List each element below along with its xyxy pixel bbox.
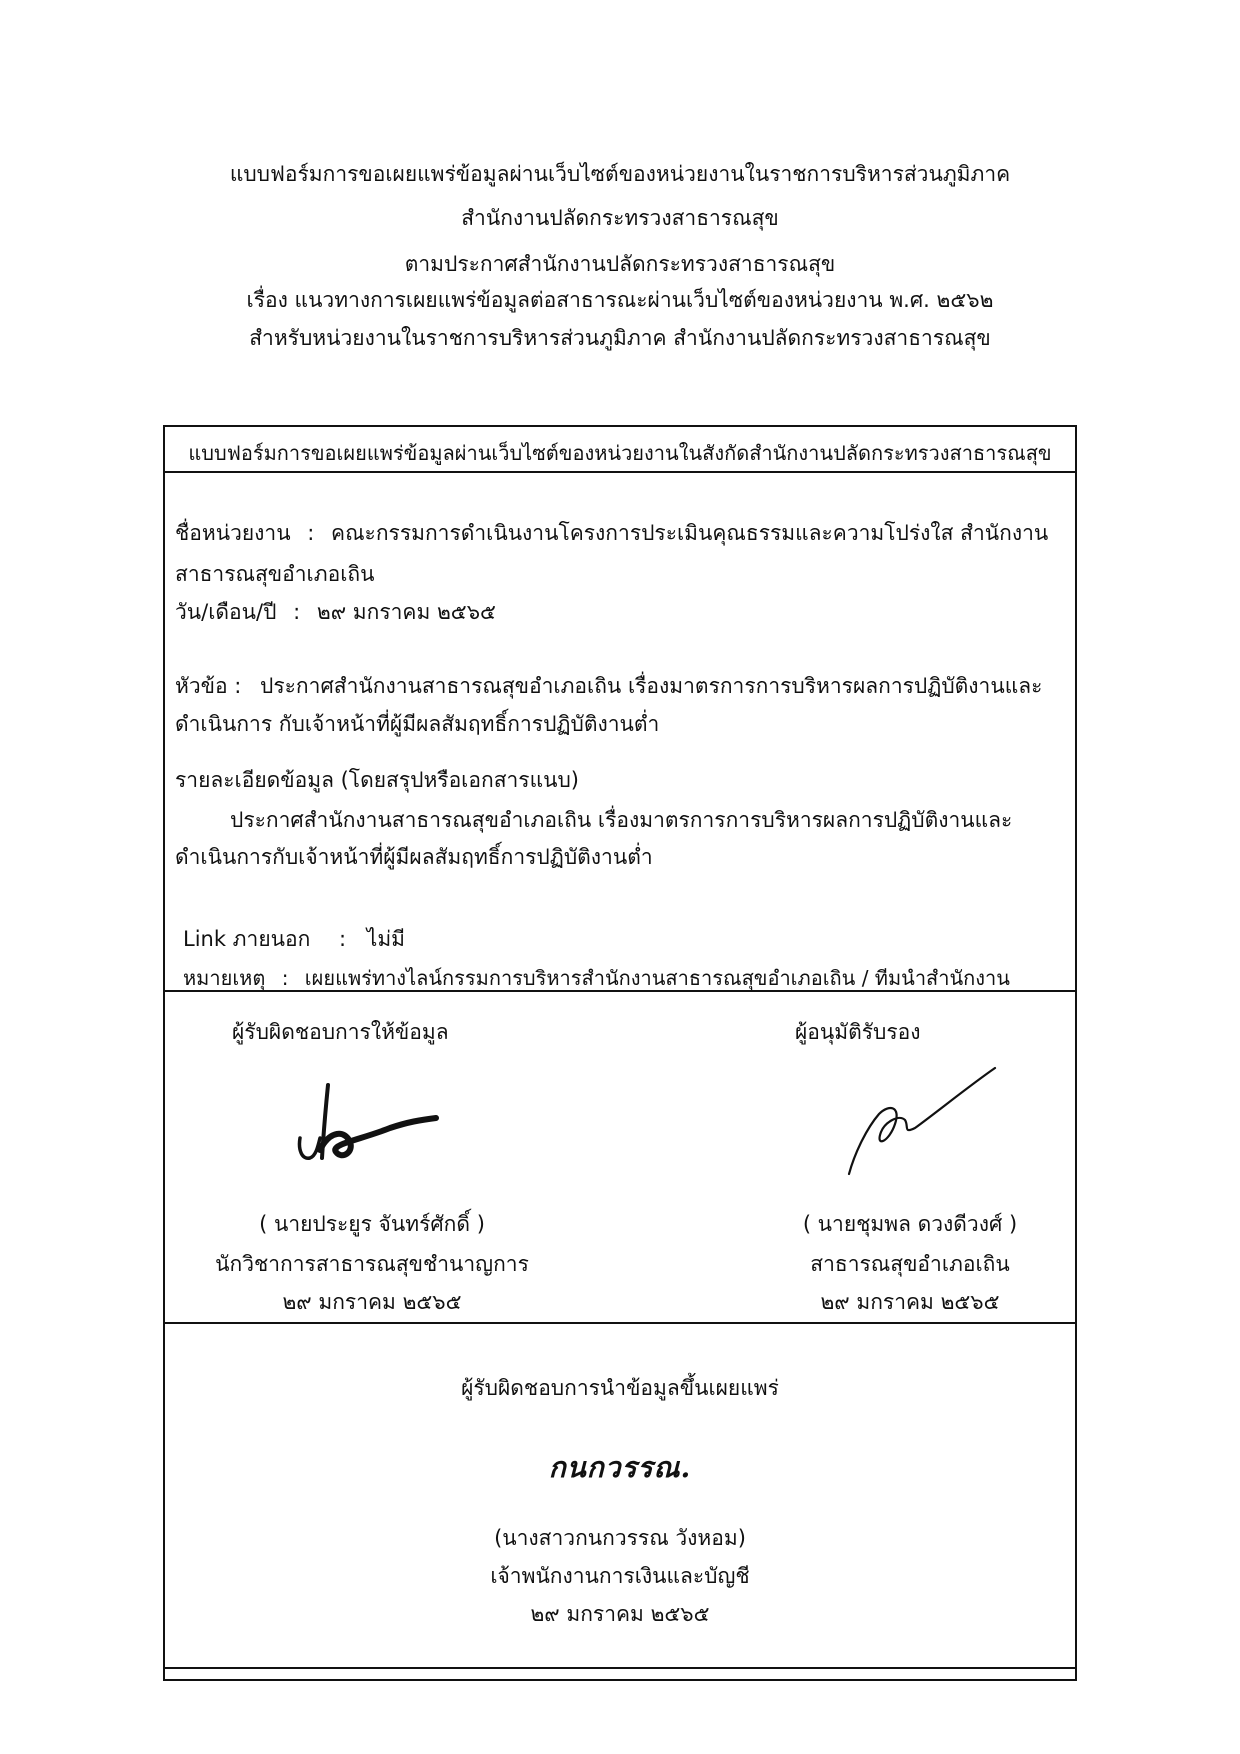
header-line-5: สำหรับหน่วยงานในราชการบริหารส่วนภูมิภาค สำนักงานปลัดกระทรวงสาธารณสุข [249, 326, 991, 350]
left-signer-date: ๒๙ มกราคม ๒๕๖๕ [282, 1290, 462, 1314]
topic-value-cont: ดำเนินการ กับเจ้าหน้าที่ผู้มีผลสัมฤทธิ์การปฏิบัติงานต่ำ [175, 712, 660, 736]
right-signer-role: ผู้อนุมัติรับรอง [795, 1020, 921, 1044]
detail-label: รายละเอียดข้อมูล (โดยสรุปหรือเอกสารแนบ) [175, 768, 579, 792]
date-colon: : [293, 600, 301, 624]
header-line-2: สำนักงานปลัดกระทรวงสาธารณสุข [461, 206, 779, 230]
left-signer-name: ( นายประยูร จันทร์ศักดิ์ ) [259, 1212, 485, 1236]
note-colon: : [281, 966, 289, 990]
right-signer-date: ๒๙ มกราคม ๒๕๖๕ [820, 1290, 1000, 1314]
unit-value: คณะกรรมการดำเนินงานโครงการประเมินคุณธรรมและความโปร่งใส สำนักงาน [331, 521, 1049, 545]
topic-value: ประกาศสำนักงานสาธารณสุขอำเภอเถิน เรื่องมาตรการการบริหารผลการปฏิบัติงานและ [260, 674, 1043, 698]
link-colon: : [339, 927, 347, 951]
date-label: วัน/เดือน/ปี [175, 600, 277, 624]
right-signature-image [845, 1062, 1005, 1182]
publisher-position: เจ้าพนักงานการเงินและบัญชี [490, 1564, 750, 1588]
publisher-name: (นางสาวกนกวรรณ วังหอม) [494, 1526, 746, 1550]
form-title: แบบฟอร์มการขอเผยแพร่ข้อมูลผ่านเว็บไซต์ของหน่วยงานในสังกัดสำนักงานปลัดกระทรวงสาธารณสุข [188, 441, 1052, 465]
unit-colon: : [307, 521, 315, 545]
right-signer-name: ( นายชุมพล ดวงดีวงศ์ ) [802, 1212, 1018, 1236]
link-value: ไม่มี [366, 927, 406, 951]
topic-label: หัวข้อ : [175, 674, 242, 698]
note-row [183, 962, 1010, 994]
date-value: ๒๙ มกราคม ๒๕๖๕ [316, 600, 496, 624]
unit-label: ชื่อหน่วยงาน [175, 521, 291, 545]
note-label: หมายเหตุ [183, 966, 266, 990]
form-bottom-line [163, 1667, 1077, 1669]
signature-section-divider [163, 1322, 1077, 1324]
unit-row [175, 517, 1048, 550]
date-row [175, 596, 496, 629]
detail-line-2: ดำเนินการกับเจ้าหน้าที่ผู้มีผลสัมฤทธิ์การปฏิบัติงานต่ำ [175, 845, 653, 869]
form-title-divider [163, 471, 1077, 473]
link-row [183, 923, 405, 956]
unit-value-cont: สาธารณสุขอำเภอเถิน [175, 562, 375, 586]
note-value: เผยแพร่ทางไลน์กรรมการบริหารสำนักงานสาธารณสุขอำเภอเถิน / ทีมนำสำนักงาน [304, 966, 1010, 990]
left-signature-image [290, 1080, 450, 1170]
header-line-4: เรื่อง แนวทางการเผยแพร่ข้อมูลต่อสาธารณะผ่านเว็บไซต์ของหน่วยงาน พ.ศ. ๒๕๖๒ [246, 288, 994, 312]
publisher-role: ผู้รับผิดชอบการนำข้อมูลขึ้นเผยแพร่ [461, 1376, 779, 1400]
topic-row [175, 670, 1042, 703]
left-signer-position: นักวิชาการสาธารณสุขชำนาญการ [215, 1252, 529, 1276]
publisher-signature: กนกวรรณ. [548, 1451, 692, 1484]
detail-line-1: ประกาศสำนักงานสาธารณสุขอำเภอเถิน เรื่องมาตรการการบริหารผลการปฏิบัติงานและ [230, 808, 1013, 832]
header-line-1: แบบฟอร์มการขอเผยแพร่ข้อมูลผ่านเว็บไซต์ของหน่วยงานในราชการบริหารส่วนภูมิภาค [229, 162, 1011, 186]
header-line-3: ตามประกาศสำนักงานปลัดกระทรวงสาธารณสุข [404, 252, 836, 276]
left-signer-role: ผู้รับผิดชอบการให้ข้อมูล [232, 1020, 449, 1044]
link-label: Link ภายนอก [183, 927, 311, 951]
right-signer-position: สาธารณสุขอำเภอเถิน [810, 1252, 1010, 1276]
publisher-date: ๒๙ มกราคม ๒๕๖๕ [530, 1602, 710, 1626]
